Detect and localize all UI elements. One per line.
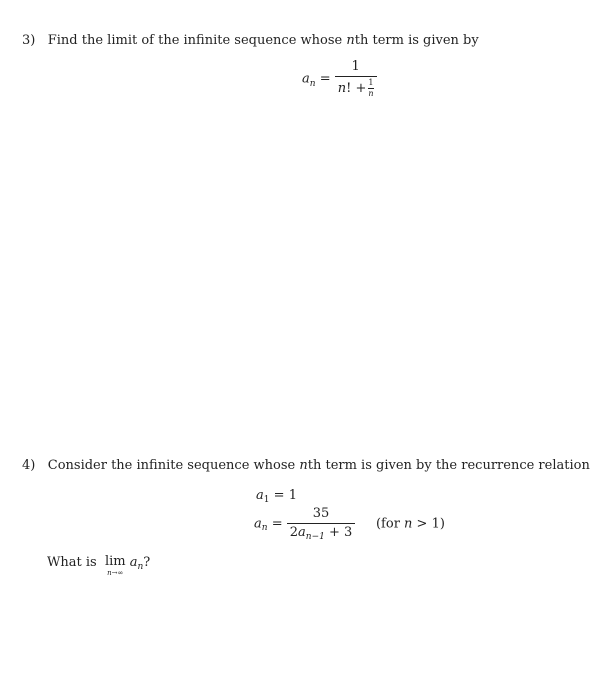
formula-fraction [335,60,377,98]
eq2-den-sub: n−1 [305,532,325,543]
eq2-den-tail: + 3 [329,525,353,541]
small-fraction-den: n [368,89,374,99]
limit-operator [105,555,126,577]
question-var: a [129,555,138,570]
problem-3-n-variable: n [346,33,355,48]
denominator-small-fraction [368,79,373,98]
problem-4-prompt-end: th term is given by the recurrence relation [307,458,590,473]
limit-subscript: n→∞ [107,569,124,577]
problem-3-number: 3) [22,33,36,48]
condition-end: > 1) [412,516,445,532]
condition-start: (for [375,516,405,532]
recurrence-initial-condition [256,488,297,503]
problem-3-formula [302,60,377,98]
problem-3-prompt-start: Find the limit of the infinite sequence whose [47,33,347,48]
eq2-lhs-var: a [254,516,262,532]
eq2-den-coef: 2 [289,525,299,541]
eq2-condition [376,516,445,531]
eq2-fraction [287,507,356,541]
eq2-denominator [287,524,356,543]
problem-4-statement [22,458,590,473]
small-fraction-num: 1 [368,78,374,88]
problem-3-prompt-end: th term is given by [354,33,479,48]
recurrence-relation [254,507,445,541]
eq1-lhs-var: a [256,488,264,503]
formula-lhs-sub: n [309,78,316,89]
eq1-lhs-sub: 1 [263,495,270,505]
eq2-lhs-sub: n [261,523,268,534]
denominator-var: n [337,81,347,97]
formula-lhs-var: a [302,71,310,87]
limit-text: lim [104,554,126,569]
eq1-equals: = [273,488,285,503]
formula-equals: = [319,71,331,87]
question-tail: ? [143,555,151,570]
problem-4-number: 4) [22,458,36,473]
question-lead: What is [47,555,97,570]
problem-4-question [47,555,150,577]
problem-3-statement [22,33,479,48]
eq2-den-var: a [298,525,306,541]
denominator-op: ! + [346,81,367,97]
condition-var: n [404,516,413,532]
formula-denominator [335,77,377,98]
eq2-numerator: 35 [312,506,330,521]
formula-numerator: 1 [351,59,360,74]
question-sub: n [137,562,144,572]
problem-4-prompt-start: Consider the infinite sequence whose [47,458,300,473]
eq1-rhs: 1 [288,488,297,503]
eq2-equals: = [271,516,283,532]
problem-4-n-variable: n [299,458,308,473]
